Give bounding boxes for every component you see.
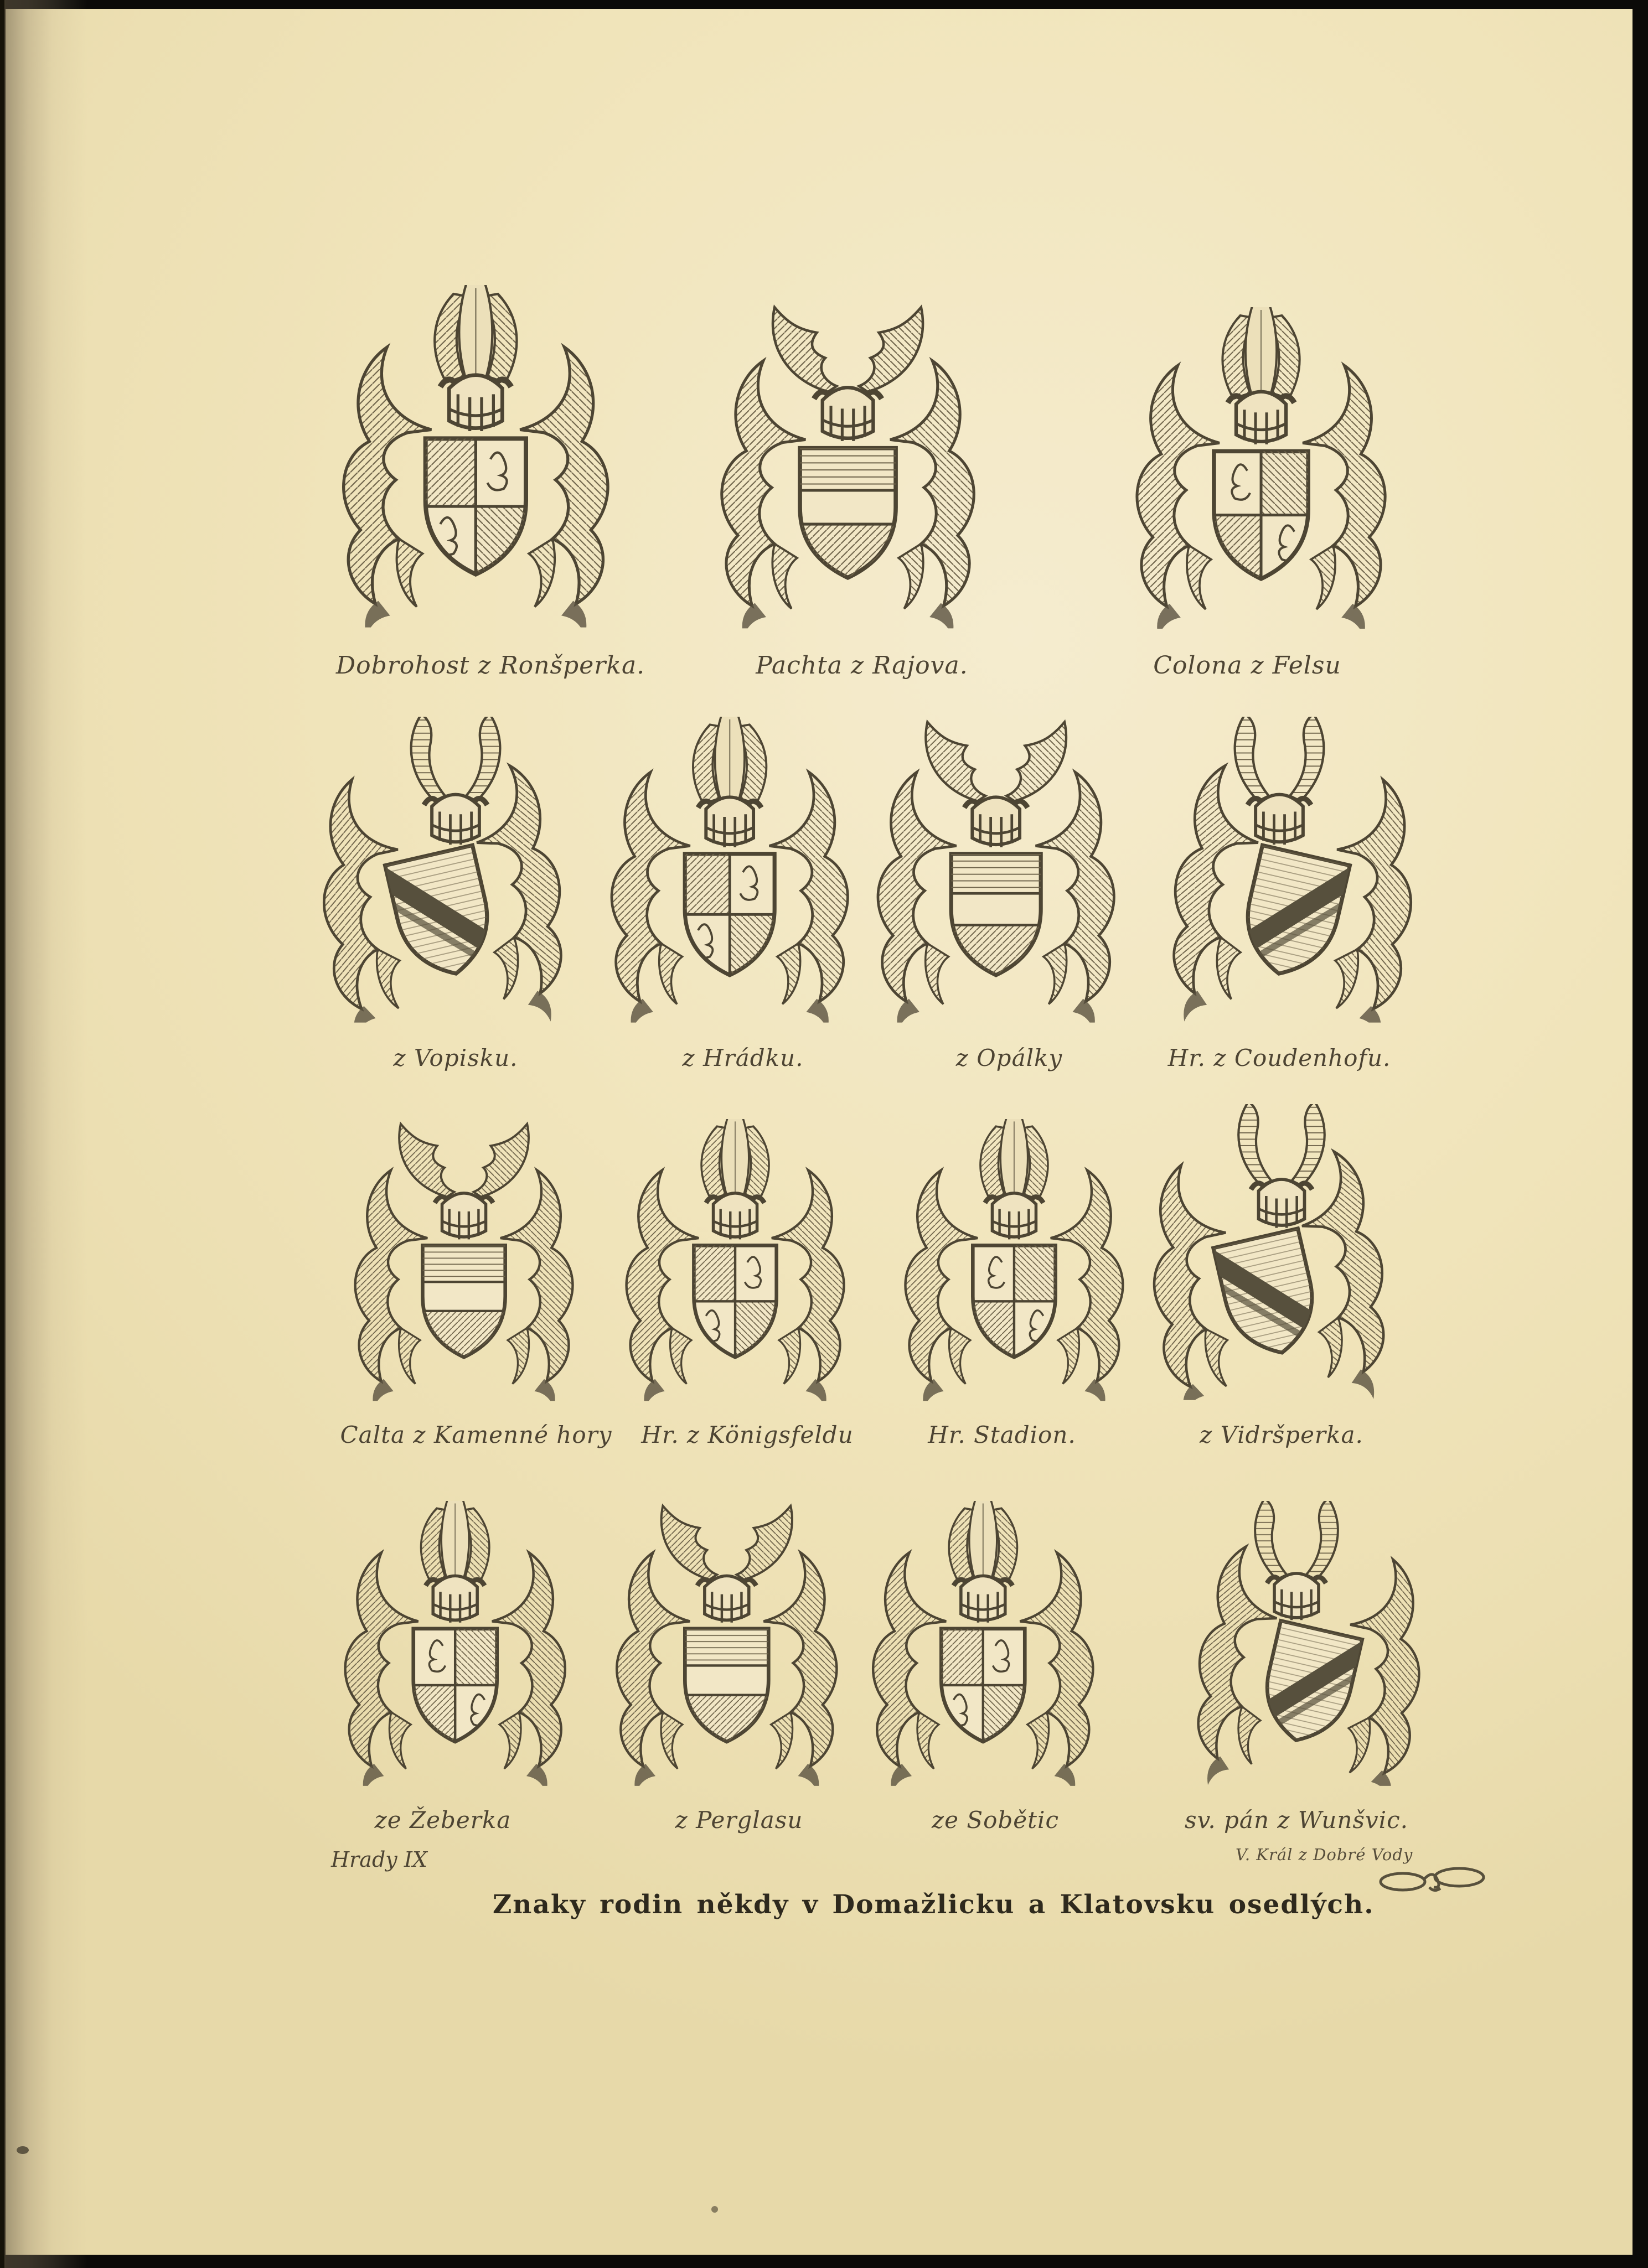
- coat-of-arms: [1076, 307, 1419, 680]
- coat-of-arms: [847, 1119, 1157, 1448]
- crest-illustration: [1135, 717, 1423, 1041]
- crest-caption: Hr. Stadion.: [928, 1421, 1076, 1448]
- scan-edge-top: [0, 0, 1648, 9]
- page-title: Znaky rodin někdy v Domažlicku a Klatovsku osedlých.: [493, 1889, 1375, 1920]
- coat-of-arms: [1141, 1501, 1451, 1834]
- crest-illustration: [332, 1119, 620, 1418]
- crest-illustration: [299, 1501, 587, 1803]
- signature-flourish-icon: [1376, 1863, 1487, 1898]
- coat-of-arms: [319, 285, 662, 680]
- coat-of-arms: [1127, 1104, 1437, 1448]
- crest-illustration: [599, 717, 887, 1041]
- crest-illustration: [324, 285, 657, 648]
- artist-signature: V. Král z Dobré Vody: [1236, 1845, 1413, 1864]
- plate-label: Hrady IX: [331, 1847, 427, 1872]
- crest-illustration: [696, 302, 1028, 648]
- scan-edge-right: [1632, 6, 1648, 2268]
- crest-illustration: [1081, 307, 1413, 648]
- crest-illustration: [851, 1501, 1139, 1803]
- crest-caption: z Perglasu: [675, 1806, 803, 1834]
- crest-illustration: [858, 1119, 1146, 1418]
- crest-caption: Dobrohost z Ronšperka.: [335, 651, 645, 680]
- crest-caption: Hr. z Coudenhofu.: [1167, 1044, 1391, 1071]
- coat-of-arms: [840, 1501, 1150, 1834]
- crest-caption: z Vopisku.: [393, 1044, 518, 1071]
- paper-speck: [711, 2206, 718, 2213]
- paper-speck: [17, 2146, 29, 2154]
- crest-illustration: [1138, 1104, 1425, 1418]
- crest-illustration: [1153, 1501, 1440, 1803]
- crest-caption: z Vidršperka.: [1200, 1421, 1363, 1448]
- coat-of-arms: [690, 302, 1034, 680]
- coat-of-arms: [588, 717, 898, 1071]
- scan-edge-bottom: [0, 2255, 1648, 2268]
- coat-of-arms: [1124, 717, 1434, 1071]
- crest-caption: ze Sobětic: [932, 1806, 1059, 1834]
- crest-caption: Pachta z Rajova.: [756, 651, 968, 680]
- crest-illustration: [595, 1501, 883, 1803]
- crest-caption: z Opálky: [955, 1044, 1063, 1071]
- coat-of-arms: [321, 1119, 631, 1448]
- crest-illustration: [312, 717, 600, 1041]
- crest-caption: z Hrádku.: [682, 1044, 804, 1071]
- crest-illustration: [865, 717, 1153, 1041]
- crest-caption: sv. pán z Wunšvic.: [1185, 1806, 1408, 1834]
- crest-caption: Calta z Kamenné hory: [340, 1421, 612, 1448]
- book-gutter-shadow: [4, 0, 87, 2268]
- coat-of-arms: [854, 717, 1164, 1071]
- crest-caption: ze Žeberka: [374, 1806, 512, 1834]
- crest-caption: Hr. z Königsfeldu: [641, 1421, 854, 1448]
- crest-caption: Colona z Felsu: [1153, 651, 1341, 680]
- coat-of-arms: [288, 1501, 598, 1834]
- coat-of-arms: [301, 717, 611, 1071]
